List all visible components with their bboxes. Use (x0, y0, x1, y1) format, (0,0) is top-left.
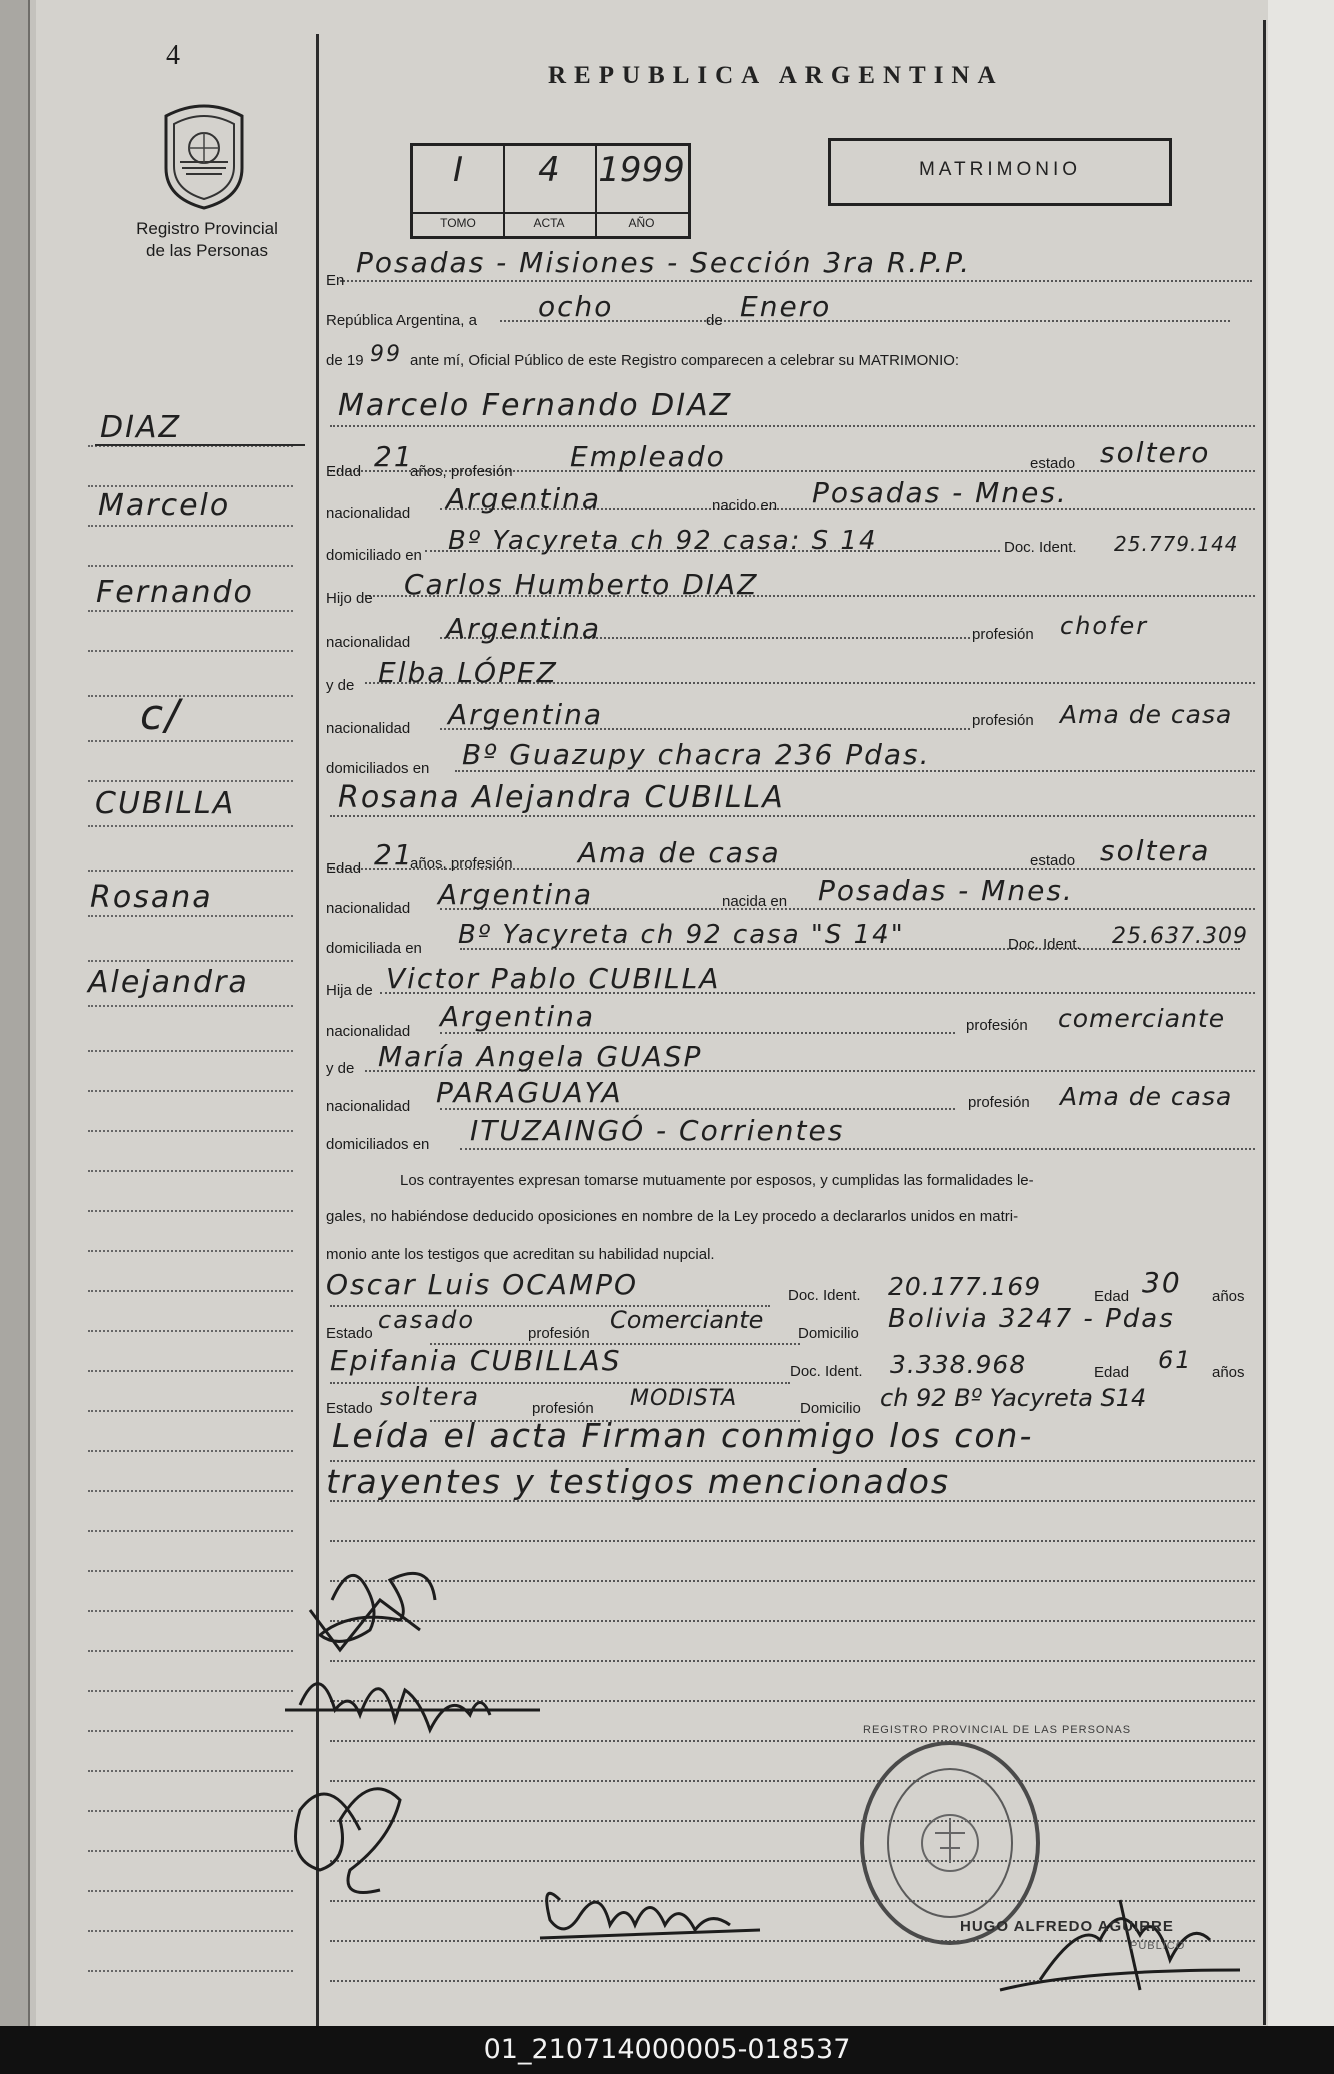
year-value: 1999 (598, 150, 685, 190)
signature-witness-2 (540, 1893, 760, 1938)
groom-profession: Empleado (570, 440, 726, 473)
bride-father-profession: comerciante (1058, 1004, 1226, 1033)
bride-mother-profesion-label: profesión (968, 1094, 1030, 1111)
margin-bride-name-1: Rosana (90, 880, 213, 915)
witness-1-age: 30 (1142, 1266, 1182, 1299)
page-right-edge (1268, 0, 1334, 2026)
groom-father-nationality-label: nacionalidad (326, 634, 411, 651)
groom-doc: 25.779.144 (1114, 532, 1239, 556)
bride-doc: 25.637.309 (1112, 924, 1248, 949)
bride-status: soltera (1100, 834, 1211, 867)
tomo-value: I (452, 150, 464, 190)
declaration-line-2: gales, no habiéndose deducido oposiciones en nombre de la Ley procedo a declararlos unidos en matri- (326, 1208, 1019, 1225)
groom-age: 21 (374, 440, 414, 473)
groom-status: soltero (1100, 436, 1211, 469)
groom-mother-profesion-label: profesión (972, 712, 1034, 729)
en-label: En (326, 272, 345, 289)
groom-estado-label: estado (1030, 455, 1076, 472)
bride-domiciliada-label: domiciliada en (326, 940, 422, 957)
seal-ring-icon (855, 1738, 1045, 1948)
groom-mother-profession: Ama de casa (1060, 700, 1233, 729)
groom-edad-label: Edad (326, 463, 362, 480)
document-type: MATRIMONIO (918, 159, 1082, 180)
bride-birthplace: Posadas - Mnes. (818, 874, 1074, 907)
groom-hijo-label: Hijo de (326, 590, 373, 607)
groom-father-profesion-label: profesión (972, 626, 1034, 643)
closing-line-2: trayentes y testigos mencionados (326, 1462, 951, 1501)
bride-doc-label: Doc. Ident. (1008, 936, 1081, 953)
document-type-box (828, 138, 1172, 206)
act-month: Enero (740, 290, 832, 323)
bride-age: 21 (374, 838, 414, 871)
witness-1-doc-label: Doc. Ident. (788, 1287, 861, 1304)
tomo-label: TOMO (413, 212, 503, 230)
witness-2-estado-label: Estado (326, 1400, 373, 1417)
groom-full-name: Marcelo Fernando DIAZ (338, 388, 733, 423)
bride-father-nationality-label: nacionalidad (326, 1023, 411, 1040)
act-place: Posadas - Misiones - Sección 3ra R.P.P. (356, 246, 972, 279)
registry-line-1: Registro Provincial (136, 219, 278, 238)
groom-nationality-label: nacionalidad (326, 505, 411, 522)
groom-father-nationality: Argentina (446, 612, 602, 645)
margin-connector: c/ (140, 690, 182, 739)
bride-mother-nationality: PARAGUAYA (436, 1076, 623, 1109)
witness-1-name: Oscar Luis OCAMPO (326, 1268, 639, 1301)
republica-label: República Argentina, a (326, 312, 477, 329)
acta-label: ACTA (503, 212, 595, 230)
witness-1-profesion-label: profesión (528, 1325, 590, 1342)
groom-father: Carlos Humberto DIAZ (404, 568, 759, 601)
signature-bride (285, 1684, 540, 1730)
groom-domiciliado-label: domiciliado en (326, 547, 422, 564)
declaration-line-1: Los contrayentes expresan tomarse mutuamente por esposos, y cumplidas las formalidades le- (400, 1172, 1034, 1189)
groom-nacido-label: nacido en (712, 497, 778, 514)
act-year-suffix: 99 (370, 342, 402, 367)
margin-bride-surname: CUBILLA (95, 786, 236, 821)
witness-2-edad-label: Edad (1094, 1364, 1130, 1381)
bride-father: Victor Pablo CUBILLA (386, 962, 721, 995)
signatures (280, 1540, 1260, 2010)
bride-mother: María Angela GUASP (378, 1040, 703, 1073)
witness-2-anos-label: años (1212, 1364, 1245, 1381)
groom-birthplace: Posadas - Mnes. (812, 476, 1068, 509)
ante-text: ante mí, Oficial Público de este Registro comparecen a celebrar su MATRIMONIO: (410, 352, 960, 369)
bride-mother-nationality-label: nacionalidad (326, 1098, 411, 1115)
margin-groom-name-2: Fernando (96, 575, 254, 610)
right-frame-line (1263, 20, 1266, 2025)
acta-cell (503, 146, 597, 236)
margin-groom-surname: DIAZ (100, 410, 182, 445)
province-emblem-icon (158, 98, 250, 210)
year-label: AÑO (595, 212, 688, 230)
witness-2-domicilio-label: Domicilio (800, 1400, 861, 1417)
bride-estado-label: estado (1030, 852, 1076, 869)
witness-1-anos-label: años (1212, 1288, 1245, 1305)
witness-1-status: casado (378, 1306, 476, 1334)
witness-2-status: soltera (380, 1382, 481, 1411)
witness-2-profession: MODISTA (630, 1386, 738, 1411)
bride-parents-domicile-label: domiciliados en (326, 1136, 430, 1153)
closing-line-1: Leída el acta Firman conmigo los con- (332, 1416, 1034, 1455)
groom-mother-nationality: Argentina (448, 698, 604, 731)
seal-ring-text: REGISTRO PROVINCIAL DE LAS PERSONAS (863, 1724, 1132, 1736)
groom-parents-address: Bº Guazupy chacra 236 Pdas. (462, 738, 931, 771)
registry-name (118, 218, 296, 262)
groom-father-profession: chofer (1060, 612, 1149, 640)
groom-nationality: Argentina (446, 482, 602, 515)
year-cell (595, 146, 688, 236)
groom-y-de-label: y de (326, 677, 355, 694)
witness-2-profesion-label: profesión (532, 1400, 594, 1417)
officer-name: HUGO ALFREDO AGUIRRE (960, 1918, 1174, 1935)
witness-1-domicilio-label: Domicilio (798, 1325, 859, 1342)
signature-groom (310, 1573, 435, 1650)
groom-parents-domicile-label: domiciliados en (326, 760, 430, 777)
tomo-cell (413, 146, 505, 236)
bride-y-de-label: y de (326, 1060, 355, 1077)
bride-nationality-label: nacionalidad (326, 900, 411, 917)
binding-edge (0, 0, 31, 2026)
bride-nationality: Argentina (438, 878, 594, 911)
officer-role: PÚBLICO (1130, 1940, 1186, 1952)
margin-bride-name-2: Alejandra (88, 965, 249, 1000)
de-label: de (706, 312, 723, 329)
bride-hija-label: Hija de (326, 982, 373, 999)
bride-mother-profession: Ama de casa (1060, 1082, 1233, 1111)
acta-value: 4 (538, 150, 560, 190)
groom-mother: Elba LÓPEZ (378, 656, 558, 689)
bride-nacida-label: nacida en (722, 893, 788, 910)
bride-anos-profesion-label: años, profesión (410, 855, 513, 872)
registry-line-2: de las Personas (146, 241, 268, 260)
binding-shadow (30, 0, 36, 2026)
witness-2-address: ch 92 Bº Yacyreta S14 (880, 1384, 1147, 1412)
witness-1-edad-label: Edad (1094, 1288, 1130, 1305)
bride-address: Bº Yacyreta ch 92 casa "S 14" (458, 920, 905, 950)
witness-1-estado-label: Estado (326, 1325, 373, 1342)
bride-profession: Ama de casa (578, 836, 781, 869)
bride-edad-label: Edad (326, 860, 362, 877)
signature-witness-1 (296, 1789, 401, 1893)
declaration-line-3: monio ante los testigos que acreditan su habilidad nupcial. (326, 1246, 715, 1263)
groom-anos-profesion-label: años, profesión (410, 463, 513, 480)
document-title: REPUBLICA ARGENTINA (548, 62, 1004, 89)
act-reference-box (410, 143, 691, 239)
groom-doc-label: Doc. Ident. (1004, 539, 1077, 556)
act-day: ocho (538, 290, 614, 323)
margin-groom-name-1: Marcelo (98, 488, 231, 523)
year-prefix: de 19 (326, 352, 364, 369)
groom-address: Bº Yacyreta ch 92 casa: S 14 (448, 526, 878, 556)
witness-1-doc: 20.177.169 (888, 1272, 1042, 1301)
bride-father-nationality: Argentina (440, 1000, 596, 1033)
witness-2-doc: 3.338.968 (890, 1350, 1027, 1379)
bride-full-name: Rosana Alejandra CUBILLA (338, 780, 785, 815)
witness-2-doc-label: Doc. Ident. (790, 1363, 863, 1380)
witness-2-name: Epifania CUBILLAS (330, 1344, 622, 1377)
groom-mother-nationality-label: nacionalidad (326, 720, 411, 737)
witness-2-age: 61 (1158, 1346, 1193, 1374)
bride-father-profesion-label: profesión (966, 1017, 1028, 1034)
witness-1-profession: Comerciante (610, 1306, 764, 1334)
bride-parents-address: ITUZAINGÓ - Corrientes (470, 1114, 845, 1147)
page-number: 4 (166, 40, 180, 71)
witness-1-address: Bolivia 3247 - Pdas (888, 1304, 1175, 1334)
document-id-footer: 01_210714000005-018537 (0, 2026, 1334, 2074)
